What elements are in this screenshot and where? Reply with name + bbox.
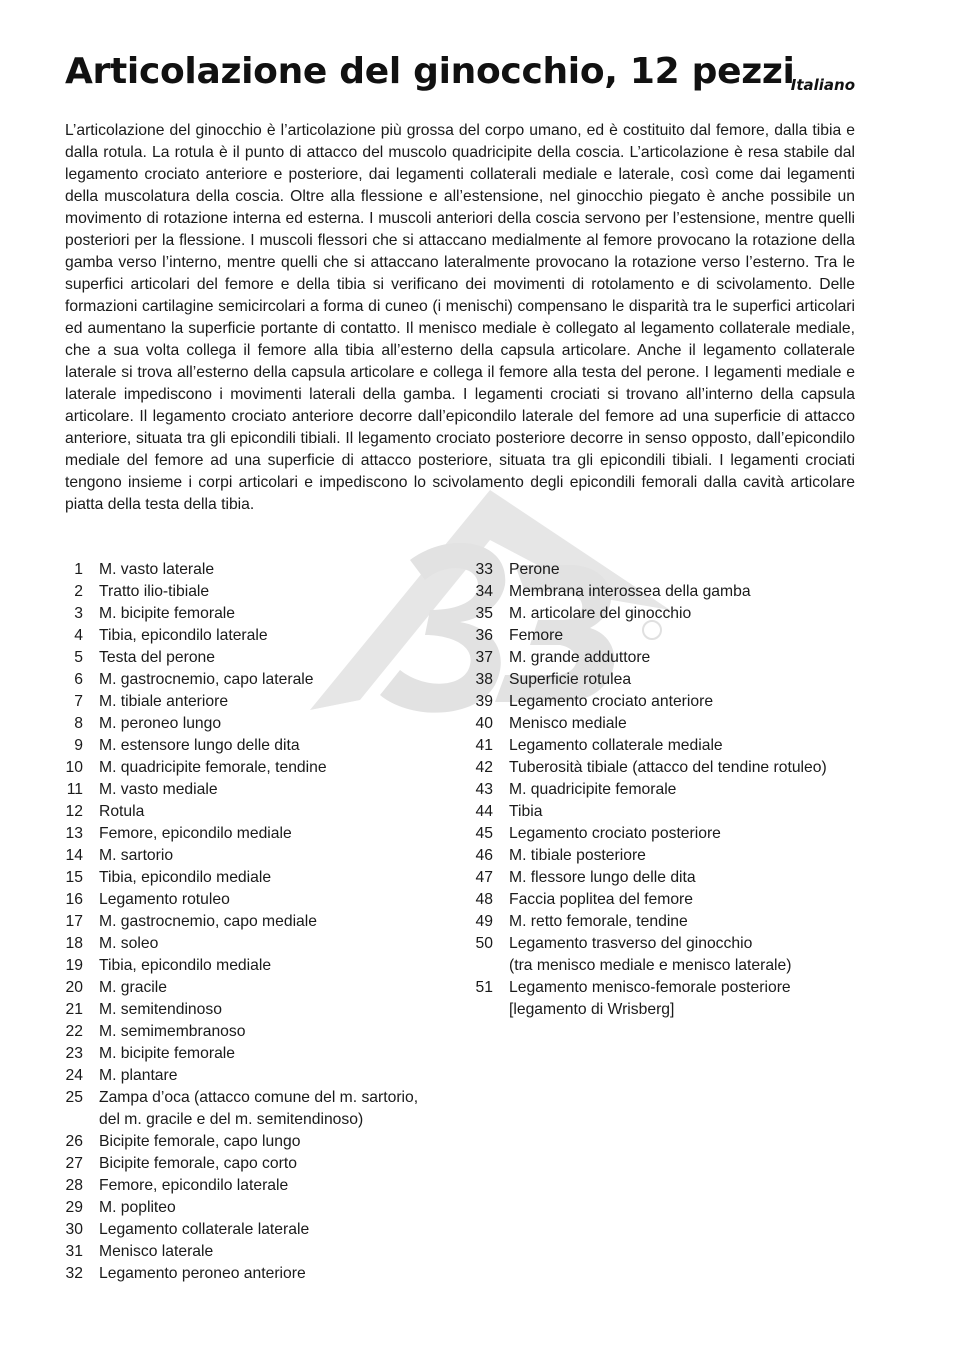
legend-item	[65, 933, 455, 955]
legend-item-label	[509, 801, 542, 823]
legend-item	[473, 845, 855, 867]
legend-item-number: 36	[475, 627, 493, 644]
legend-item	[65, 1065, 455, 1087]
legend-item-label	[509, 647, 650, 669]
legend-item-label	[509, 867, 696, 889]
legend-item	[65, 955, 455, 977]
legend-item-label-line: Menisco mediale	[509, 715, 627, 732]
legend-item-number: 2	[74, 583, 83, 600]
legend-item	[473, 625, 855, 647]
legend-item-number: 18	[65, 935, 83, 952]
legend-item-number: 46	[475, 847, 493, 864]
legend-item	[65, 735, 455, 757]
legend-item-label-line: Tibia, epicondilo mediale	[99, 957, 272, 974]
legend-item-number: 13	[65, 825, 83, 842]
legend-item-label	[99, 1087, 418, 1131]
legend-item	[65, 1175, 455, 1197]
legend-item-label-line: Tratto ilio-tibiale	[99, 583, 210, 600]
legend-item-label-line: M. plantare	[99, 1067, 178, 1084]
legend-item	[65, 559, 455, 581]
legend-item-label-line: Femore	[509, 627, 564, 644]
legend-item	[473, 779, 855, 801]
legend-item-number: 21	[65, 1001, 83, 1018]
legend-item-number: 6	[74, 671, 83, 688]
legend-item-label	[509, 757, 827, 779]
legend-item	[65, 625, 455, 647]
legend-item-label-line: Membrana interossea della gamba	[509, 583, 751, 600]
legend-item-number: 49	[475, 913, 493, 930]
legend-item-label	[99, 999, 222, 1021]
legend-item-label	[99, 845, 173, 867]
legend-item-number: 15	[65, 869, 83, 886]
legend-item	[473, 669, 855, 691]
legend-item	[473, 603, 855, 625]
legend-item-number: 48	[475, 891, 493, 908]
legend-item-label	[99, 647, 215, 669]
legend-item-label-line: Legamento menisco-femorale posteriore	[509, 979, 791, 996]
legend-item	[65, 1263, 455, 1285]
legend-item-label	[509, 823, 721, 845]
legend-item-number: 23	[65, 1045, 83, 1062]
legend-item-label	[509, 911, 688, 933]
legend-item-label-line: M. gastrocnemio, capo mediale	[99, 913, 317, 930]
legend-item-number: 3	[74, 605, 83, 622]
legend-item-label	[99, 581, 209, 603]
legend-item-label	[99, 1131, 300, 1153]
legend-item-number: 8	[74, 715, 83, 732]
legend-item-number: 38	[475, 671, 493, 688]
legend-item-label	[99, 757, 327, 779]
legend-item-label-line: M. semitendinoso	[99, 1001, 222, 1018]
legend-item-label-line: M. semimembranoso	[99, 1023, 246, 1040]
legend-item	[65, 1219, 455, 1241]
legend-item-number: 7	[74, 693, 83, 710]
legend-item	[473, 735, 855, 757]
legend-item-number: 1	[74, 561, 83, 578]
legend-item-label-line: Perone	[509, 561, 560, 578]
legend-item-label	[99, 1175, 288, 1197]
legend-item-number: 44	[475, 803, 493, 820]
legend-item-label-line: (tra menisco mediale e menisco laterale)	[509, 957, 792, 974]
legend-item-label	[99, 625, 268, 647]
legend-item	[473, 933, 855, 977]
legend-item	[473, 581, 855, 603]
legend-item-label-line: [legamento di Wrisberg]	[509, 1001, 675, 1018]
legend-item-label-line: M. tibiale posteriore	[509, 847, 646, 864]
legend-item-label-line: Testa del perone	[99, 649, 215, 666]
legend-item-label	[509, 713, 627, 735]
legend-item-label-line: M. quadricipite femorale, tendine	[99, 759, 327, 776]
legend-item-number: 42	[475, 759, 493, 776]
legend-item-number: 20	[65, 979, 83, 996]
legend-item-label	[99, 889, 230, 911]
legend-item	[65, 1131, 455, 1153]
legend-item-number: 19	[65, 957, 83, 974]
legend-item-label	[509, 691, 713, 713]
legend-item-number: 34	[475, 583, 493, 600]
legend-item-label	[99, 559, 214, 581]
legend-item	[65, 1197, 455, 1219]
legend-item-label-line: Bicipite femorale, capo corto	[99, 1155, 297, 1172]
legend-item-label	[509, 845, 646, 867]
legend-item	[65, 823, 455, 845]
legend-item-label	[99, 911, 317, 933]
legend-item-label	[509, 735, 723, 757]
legend-item-number: 11	[66, 781, 83, 798]
legend-item-label	[509, 603, 691, 625]
legend-item-label	[99, 801, 144, 823]
legend-item	[65, 713, 455, 735]
legend-item-label	[509, 625, 563, 647]
legend-item	[473, 889, 855, 911]
legend-item-label	[99, 1263, 306, 1285]
legend-item-label-line: M. soleo	[99, 935, 159, 952]
legend-item-label	[99, 933, 158, 955]
legend-item-label-line: M. retto femorale, tendine	[509, 913, 688, 930]
legend-item-number: 17	[65, 913, 83, 930]
page-header	[65, 0, 855, 112]
legend-list-right	[473, 559, 855, 1021]
legend-item-label-line: Tibia, epicondilo laterale	[99, 627, 268, 644]
legend-item-number: 45	[475, 825, 493, 842]
legend-item-number: 14	[65, 847, 83, 864]
legend-item-label	[509, 889, 693, 911]
legend-item-label	[99, 977, 167, 999]
legend-item-label-line: Faccia poplitea del femore	[509, 891, 693, 908]
legend-item-label-line: M. vasto laterale	[99, 561, 215, 578]
legend-item-number: 9	[74, 737, 83, 754]
legend-item-number: 22	[65, 1023, 83, 1040]
legend-item	[65, 977, 455, 999]
legend-item-label	[509, 669, 631, 691]
legend-item-number: 26	[65, 1133, 83, 1150]
legend-item	[473, 757, 855, 779]
legend-item-label	[99, 1153, 297, 1175]
legend-item-number: 31	[65, 1243, 83, 1260]
legend-item	[473, 801, 855, 823]
legend-item-label-line: Legamento crociato posteriore	[509, 825, 721, 842]
legend-item-label	[99, 779, 218, 801]
legend-item	[65, 669, 455, 691]
legend-item-label	[99, 1065, 177, 1087]
legend-item-label-line: Superficie rotulea	[509, 671, 632, 688]
legend-item-label-line: M. flessore lungo delle dita	[509, 869, 696, 886]
legend-item-label	[509, 779, 676, 801]
legend-item-label-line: Tibia	[509, 803, 543, 820]
legend-item-label	[509, 581, 751, 603]
legend-item-label-line: Rotula	[99, 803, 145, 820]
legend-item-label-line: M. tibiale anteriore	[99, 693, 229, 710]
legend-item-label-line: M. sartorio	[99, 847, 174, 864]
legend-item-label-line: Legamento collaterale mediale	[509, 737, 723, 754]
legend-item	[65, 1021, 455, 1043]
legend-item	[65, 889, 455, 911]
legend-item	[65, 1043, 455, 1065]
legend-item-number: 37	[475, 649, 493, 666]
legend-item-number: 50	[475, 935, 493, 952]
legend-item-label	[99, 713, 221, 735]
legend-item-label	[99, 603, 235, 625]
legend-item-label-line: Tibia, epicondilo mediale	[99, 869, 272, 886]
legend-item-label	[99, 735, 300, 757]
language-label: Italiano	[790, 76, 855, 94]
legend-item-label	[99, 867, 271, 889]
legend-item	[65, 647, 455, 669]
legend-item	[473, 867, 855, 889]
document-page	[65, 0, 855, 1282]
intro-paragraph: L’articolazione del ginocchio è l’articolazione più grossa del corpo umano, ed è costituito dal femore, dalla tibia e dalla rotula. La rotula è il punto di attacco del muscolo quadricipite della coscia. L’articolazione è resa stabile dal legamento crociato anteriore e posteriore, dai legamenti collaterali mediale e laterale, così come dai legamenti della muscolatura della coscia. Oltre alla flessione e all’estensione, nel ginocchio piegato è anche possibile un movimento di rotazione interna ed esterna. I muscoli anteriori della coscia servono per l’estensione, mentre quelli posteriori per la flessione. I muscoli flessori che si attaccano medialmente al femore provocano la rotazione della gamba verso l’interno, mentre quelli che si attaccano lateralmente provocano la rotazione verso l’esterno. Tra le superfici articolari del femore e della tibia si verificano dei movimenti di rotolamento e di scivolamento. Delle formazioni cartilagine semicircolari a forma di cuneo (i menischi) compensano le disparità tra le superfici articolari ed aumentano la superficie portante di contatto. Il menisco mediale è collegato al legamento collaterale mediale, che a sua volta collega il femore alla tibia all’esterno della capsula articolare. Anche il legamento collaterale laterale si trova all’esterno della capsula articolare e collega il femore alla testa del perone. I legamenti mediale e laterale impediscono i movimenti laterali della gamba. I legamenti crociati si trovano all’interno della capsula articolare. Il legamento crociato anteriore decorre dall’epicondilo laterale del femore ad una superficie di attacco anteriore, situata tra gli epicondili tibiali. Il legamento crociato posteriore decorre in senso opposto, dall’epicondilo mediale del femore ad una superficie di attacco posteriore, situata tra gli epicondili tibiali. I legamenti crociati tengono insieme i corpi articolari e impediscono lo scivolamento degli epicondili femorali dalla cavità articolare piatta della testa della tibia.	[65, 122, 855, 513]
legend-item-number: 40	[475, 715, 493, 732]
legend-item-label-line: del m. gracile e del m. semitendinoso)	[99, 1111, 364, 1128]
legend-item-number: 27	[65, 1155, 83, 1172]
legend-item-number: 51	[475, 979, 493, 996]
legend-item-label-line: Femore, epicondilo mediale	[99, 825, 292, 842]
legend-item-number: 10	[65, 759, 83, 776]
legend-item-label-line: Tuberosità tibiale (attacco del tendine rotuleo)	[509, 759, 827, 776]
legend-item	[65, 999, 455, 1021]
legend-item-label	[99, 1241, 213, 1263]
legend-item-number: 12	[65, 803, 83, 820]
legend-item-number: 28	[65, 1177, 83, 1194]
legend-item	[65, 779, 455, 801]
legend-item-number: 43	[475, 781, 493, 798]
legend-item-label-line: M. estensore lungo delle dita	[99, 737, 300, 754]
legend-item-label-line: Legamento peroneo anteriore	[99, 1265, 306, 1282]
legend-item-label-line: Legamento crociato anteriore	[509, 693, 714, 710]
legend-list-left	[65, 559, 455, 1285]
legend-item-number: 29	[65, 1199, 83, 1216]
legend-item-number: 30	[65, 1221, 83, 1238]
legend-item-label	[509, 977, 791, 1021]
legend-item-label-line: M. bicipite femorale	[99, 605, 236, 622]
page-title: Articolazione del ginocchio, 12 pezzi	[65, 51, 795, 92]
legend-item-label-line: Bicipite femorale, capo lungo	[99, 1133, 301, 1150]
legend-item	[473, 977, 855, 1021]
legend-item	[65, 801, 455, 823]
legend-item	[65, 911, 455, 933]
legend-item-label-line: Menisco laterale	[99, 1243, 214, 1260]
legend-item	[473, 559, 855, 581]
legend-item-label-line: M. articolare del ginocchio	[509, 605, 692, 622]
legend-item	[65, 603, 455, 625]
legend-item-label-line: M. gracile	[99, 979, 167, 996]
legend-item-number: 33	[475, 561, 493, 578]
legend-item-label-line: M. popliteo	[99, 1199, 176, 1216]
legend-item	[473, 823, 855, 845]
legend-item-label-line: Zampa d’oca (attacco comune del m. sartorio,	[99, 1089, 419, 1106]
legend-item-label-line: M. peroneo lungo	[99, 715, 222, 732]
legend-item-number: 25	[65, 1089, 83, 1106]
legend-item-number: 5	[74, 649, 83, 666]
legend-item-label-line: M. grande adduttore	[509, 649, 651, 666]
legend-item-label-line: Legamento trasverso del ginocchio	[509, 935, 753, 952]
legend-item-label-line: Legamento rotuleo	[99, 891, 230, 908]
legend-item-label	[99, 1043, 235, 1065]
legend-item-label	[99, 691, 228, 713]
legend-item	[473, 691, 855, 713]
legend-item-label-line: Femore, epicondilo laterale	[99, 1177, 289, 1194]
legend-item	[65, 581, 455, 603]
legend-item-label-line: M. vasto mediale	[99, 781, 218, 798]
legend-item-label	[99, 955, 271, 977]
legend-item-label	[509, 933, 792, 977]
legend-item	[65, 1241, 455, 1263]
legend-item-number: 35	[475, 605, 493, 622]
legend-item-number: 47	[475, 869, 493, 886]
legend-item	[65, 757, 455, 779]
legend-item-number: 24	[65, 1067, 83, 1084]
legend-item-number: 39	[475, 693, 493, 710]
legend-item-number: 4	[74, 627, 83, 644]
legend-item-number: 32	[65, 1265, 83, 1282]
legend-item	[65, 691, 455, 713]
legend-item-label-line: Legamento collaterale laterale	[99, 1221, 310, 1238]
legend-item-label	[99, 1021, 245, 1043]
legend-item-label-line: M. bicipite femorale	[99, 1045, 236, 1062]
legend-item	[473, 647, 855, 669]
legend-item-label	[99, 823, 292, 845]
legend-item	[65, 867, 455, 889]
legend-item	[65, 1153, 455, 1175]
legend-item-label	[99, 669, 314, 691]
legend-item	[65, 845, 455, 867]
legend-item-number: 41	[475, 737, 493, 754]
legend-item-label	[509, 559, 560, 581]
legend-item-label-line: M. gastrocnemio, capo laterale	[99, 671, 314, 688]
legend-item-number: 16	[65, 891, 83, 908]
legend-item-label	[99, 1219, 309, 1241]
legend-item-label	[99, 1197, 176, 1219]
legend-item	[65, 1087, 455, 1131]
legend-item	[473, 713, 855, 735]
legend-item	[473, 911, 855, 933]
legend-item-label-line: M. quadricipite femorale	[509, 781, 677, 798]
